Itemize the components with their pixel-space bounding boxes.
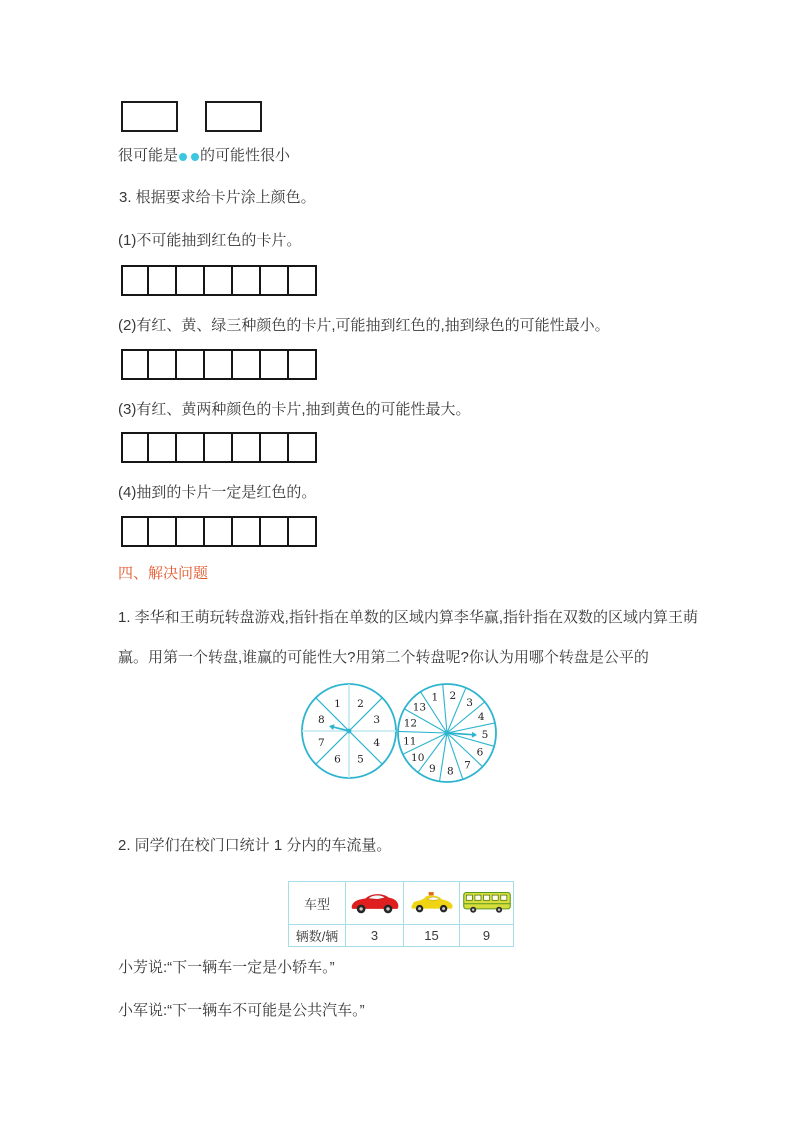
card-cell [177, 516, 205, 547]
quote-xiaofang: 小芳说:“下一辆车一定是小轿车。” [118, 959, 335, 976]
q2-text: 2. 同学们在校门口统计 1 分内的车流量。 [118, 837, 392, 854]
question3-item2-label: (2)有红、黄、绿三种颜色的卡片,可能抽到红色的,抽到绿色的可能性最小。 [118, 317, 610, 334]
card-cell [149, 432, 177, 463]
wheel2-number: 1 [431, 691, 439, 704]
wheel2-number: 9 [428, 762, 436, 775]
count-taxi: 15 [404, 925, 460, 947]
wheel1-number: 3 [373, 714, 381, 727]
card-cell [177, 432, 205, 463]
card-cell [233, 432, 261, 463]
card-cell [205, 432, 233, 463]
card-cell [233, 516, 261, 547]
caption-text-2: 的可能性很小 [200, 147, 291, 164]
q1-text-line2: 赢。用第一个转盘,谁赢的可能性大?用第二个转盘呢?你认为用哪个转盘是公平的 [118, 649, 649, 666]
question3-item3-label: (3)有红、黄两种颜色的卡片,抽到黄色的可能性最大。 [118, 401, 471, 418]
card-cell [121, 265, 149, 296]
count-car: 3 [346, 925, 404, 947]
card-row-4 [121, 516, 317, 547]
card-cell [205, 516, 233, 547]
table-header-vehicle-type: 车型 [289, 882, 346, 925]
wheel2-number: 4 [477, 711, 485, 724]
spinner-wheel-2 [398, 684, 496, 782]
spinner-wheels-figure [296, 678, 502, 788]
table-cell-taxi-image [404, 882, 460, 925]
wheel2-number: 3 [466, 697, 473, 710]
wheel2-number: 13 [412, 701, 427, 714]
spinner-wheel-1 [302, 684, 396, 778]
card-cell [149, 349, 177, 380]
card-cell [289, 432, 317, 463]
cyan-dot-icon [179, 153, 187, 161]
card-cell [177, 349, 205, 380]
red-car-icon [349, 887, 401, 917]
wheel2-number: 12 [403, 717, 418, 730]
card-cell [177, 265, 205, 296]
card-row-3 [121, 432, 317, 463]
wheel1-number: 6 [334, 753, 341, 766]
wheel1-number: 5 [357, 753, 364, 766]
table-cell-car-image [346, 882, 404, 925]
card-cell [205, 265, 233, 296]
wheel1-pointer-head-icon [329, 724, 335, 730]
question3-item1-label: (1)不可能抽到红色的卡片。 [118, 232, 302, 249]
wheel1-number: 4 [373, 737, 381, 750]
count-bus: 9 [460, 925, 514, 947]
answer-box-1 [121, 101, 178, 132]
card-cell [233, 349, 261, 380]
probability-caption [118, 146, 290, 166]
vehicle-count-table [288, 881, 514, 947]
wheel1-number: 1 [334, 697, 341, 710]
wheel2-number: 6 [476, 746, 484, 759]
section4-heading: 四、解决问题 [118, 565, 209, 582]
card-cell [261, 432, 289, 463]
question3-item4-label: (4)抽到的卡片一定是红色的。 [118, 484, 317, 501]
answer-box-2 [205, 101, 262, 132]
caption-text-1: 很可能是 [118, 147, 179, 164]
table-header-count: 辆数/辆 [289, 925, 346, 947]
table-cell-bus-image [460, 882, 514, 925]
wheel2-number: 7 [464, 759, 471, 772]
card-cell [121, 516, 149, 547]
card-cell [289, 516, 317, 547]
cyan-dot-icon [191, 153, 199, 161]
q1-text-line1: 1. 李华和王萌玩转盘游戏,指针指在单数的区域内算李华赢,指针指在双数的区域内算王萌 [118, 609, 699, 626]
yellow-taxi-icon [408, 887, 456, 917]
card-cell [233, 265, 261, 296]
question3-title: 3. 根据要求给卡片涂上颜色。 [119, 189, 316, 206]
card-cell [261, 265, 289, 296]
card-cell [261, 516, 289, 547]
wheel1-number: 8 [317, 714, 325, 727]
card-row-2 [121, 349, 317, 380]
wheel2-number: 11 [403, 735, 417, 748]
card-cell [149, 516, 177, 547]
card-cell [121, 432, 149, 463]
card-cell [149, 265, 177, 296]
card-cell [289, 265, 317, 296]
card-row-1 [121, 265, 317, 296]
card-cell [261, 349, 289, 380]
wheel2-number: 10 [411, 751, 425, 764]
card-cell [205, 349, 233, 380]
card-cell [121, 349, 149, 380]
card-cell [289, 349, 317, 380]
wheel2-number: 2 [449, 690, 457, 703]
quote-xiaojun: 小军说:“下一辆车不可能是公共汽车。” [118, 1002, 365, 1019]
bus-icon [462, 888, 512, 916]
wheel2-pointer-head-icon [472, 732, 477, 738]
wheel2-number: 8 [446, 765, 454, 778]
wheel1-number: 7 [317, 737, 325, 750]
wheel2-number: 5 [481, 728, 489, 741]
wheel1-number: 2 [357, 697, 364, 710]
